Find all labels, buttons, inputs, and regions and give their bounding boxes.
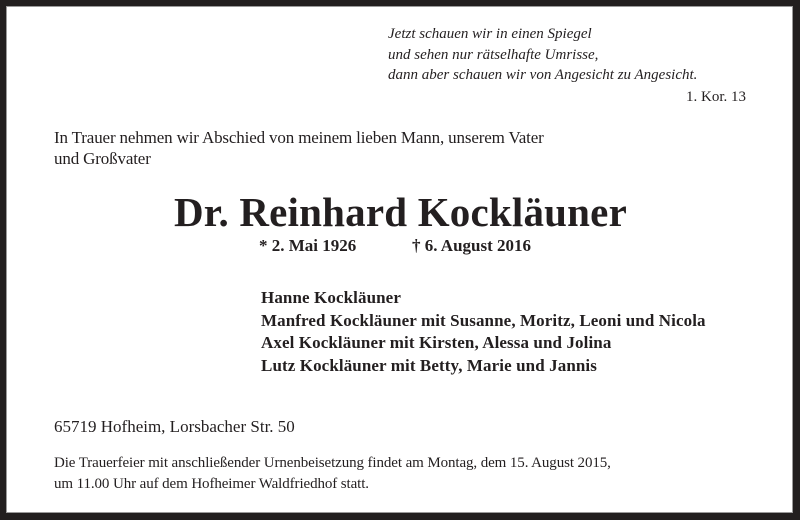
intro-line: In Trauer nehmen wir Abschied von meinem lieben Mann, unserem Vater: [54, 128, 544, 147]
address: 65719 Hofheim, Lorsbacher Str. 50: [54, 417, 295, 436]
intro-line: und Großvater: [54, 149, 151, 168]
birth-date: * 2. Mai 1926: [259, 236, 357, 255]
mourner-entry: Axel Kockläuner mit Kirsten, Alessa und Jolina: [261, 333, 612, 353]
obituary-notice: [6, 6, 793, 513]
bible-quote-line: Jetzt schauen wir in einen Spiegel: [388, 26, 592, 42]
funeral-info-line: um 11.00 Uhr auf dem Hofheimer Waldfriedhof statt.: [54, 475, 369, 492]
intro-text: [54, 127, 544, 169]
funeral-info: [54, 453, 611, 494]
bible-quote-line: und sehen nur rätselhafte Umrisse,: [388, 46, 599, 63]
death-date: † 6. August 2016: [412, 236, 532, 255]
mourner-entry: Hanne Kockläuner: [261, 288, 401, 307]
bible-reference: 1. Kor. 13: [686, 89, 746, 105]
deceased-name: Dr. Reinhard Kockläuner: [174, 189, 627, 235]
mourners-list: [261, 287, 706, 377]
bible-quote-line: dann aber schauen wir von Angesicht zu Angesicht.: [388, 67, 698, 83]
bible-quote: [388, 24, 697, 86]
funeral-info-line: Die Trauerfeier mit anschließender Urnenbeisetzung findet am Montag, dem 15. August 2015,: [54, 455, 611, 471]
mourner-entry: Manfred Kockläuner mit Susanne, Moritz, Leoni und Nicola: [261, 310, 706, 330]
mourner-entry: Lutz Kockläuner mit Betty, Marie und Jannis: [261, 355, 597, 375]
